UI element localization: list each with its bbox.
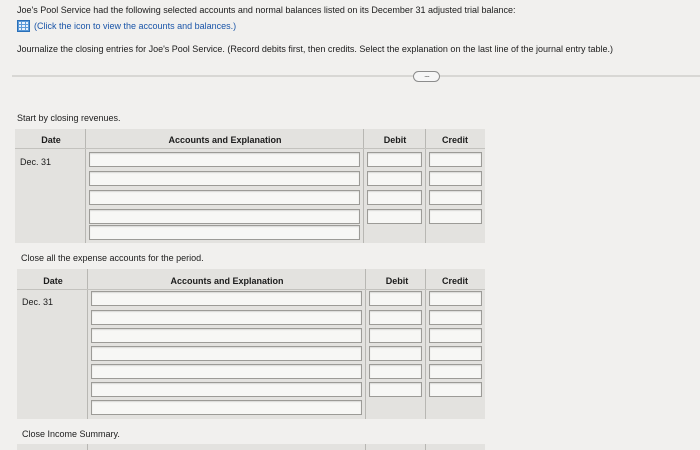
header-accounts: Accounts and Explanation — [170, 276, 284, 286]
credit-input[interactable] — [429, 209, 482, 224]
entry1-prompt: Start by closing revenues. — [17, 113, 121, 123]
journal-table-revenues — [15, 129, 485, 243]
credit-input[interactable] — [429, 328, 482, 343]
credit-input[interactable] — [429, 310, 482, 325]
header-accounts: Accounts and Explanation — [168, 135, 282, 145]
column-divider — [365, 269, 366, 419]
header-underline — [17, 289, 485, 290]
debit-input[interactable] — [369, 310, 422, 325]
date-cell: Dec. 31 — [22, 297, 54, 307]
account-input[interactable] — [91, 310, 362, 325]
account-input[interactable] — [89, 209, 360, 224]
header-credit: Credit — [441, 135, 468, 145]
column-divider — [425, 129, 426, 243]
account-input[interactable] — [91, 364, 362, 379]
debit-input[interactable] — [367, 152, 422, 167]
account-input[interactable] — [91, 328, 362, 343]
date-cell: Dec. 31 — [20, 157, 52, 167]
account-input[interactable] — [91, 291, 362, 306]
explanation-input[interactable] — [91, 400, 362, 415]
header-credit: Credit — [441, 276, 468, 286]
credit-input[interactable] — [429, 291, 482, 306]
divider — [12, 75, 700, 77]
debit-input[interactable] — [369, 364, 422, 379]
entry2-prompt: Close all the expense accounts for the period. — [21, 253, 204, 263]
account-input[interactable] — [91, 382, 362, 397]
credit-input[interactable] — [429, 364, 482, 379]
header-date: Date — [41, 135, 61, 145]
journal-table-income-summary — [17, 444, 485, 450]
problem-intro: Joe's Pool Service had the following selected accounts and normal balances listed on its December 31 adjusted trial balance: — [17, 5, 516, 15]
credit-input[interactable] — [429, 382, 482, 397]
column-divider — [87, 269, 88, 419]
instruction-text: Journalize the closing entries for Joe's Pool Service. (Record debits first, then credits. Select the explanation on the last line of the journal entry table.) — [17, 44, 614, 54]
expand-button[interactable]: ..... — [413, 71, 440, 82]
debit-input[interactable] — [369, 346, 422, 361]
header-date: Date — [43, 276, 63, 286]
account-input[interactable] — [91, 346, 362, 361]
credit-input[interactable] — [429, 346, 482, 361]
table-icon[interactable] — [17, 20, 30, 32]
account-input[interactable] — [89, 171, 360, 186]
accounts-link[interactable] — [17, 20, 236, 32]
accounts-link-text[interactable]: (Click the icon to view the accounts and balances.) — [34, 21, 237, 31]
column-divider — [87, 444, 88, 450]
explanation-input[interactable] — [89, 225, 360, 240]
debit-input[interactable] — [369, 382, 422, 397]
entry3-prompt: Close Income Summary. — [22, 429, 120, 439]
debit-input[interactable] — [369, 291, 422, 306]
debit-input[interactable] — [367, 171, 422, 186]
column-divider — [85, 129, 86, 243]
debit-input[interactable] — [367, 209, 422, 224]
column-divider — [363, 129, 364, 243]
header-debit: Debit — [383, 135, 407, 145]
account-input[interactable] — [89, 152, 360, 167]
column-divider — [425, 269, 426, 419]
debit-input[interactable] — [369, 328, 422, 343]
header-debit: Debit — [385, 276, 409, 286]
account-input[interactable] — [89, 190, 360, 205]
column-divider — [365, 444, 366, 450]
column-divider — [425, 444, 426, 450]
credit-input[interactable] — [429, 152, 482, 167]
header-underline — [15, 148, 485, 149]
debit-input[interactable] — [367, 190, 422, 205]
journal-table-expenses — [17, 269, 485, 419]
credit-input[interactable] — [429, 171, 482, 186]
credit-input[interactable] — [429, 190, 482, 205]
